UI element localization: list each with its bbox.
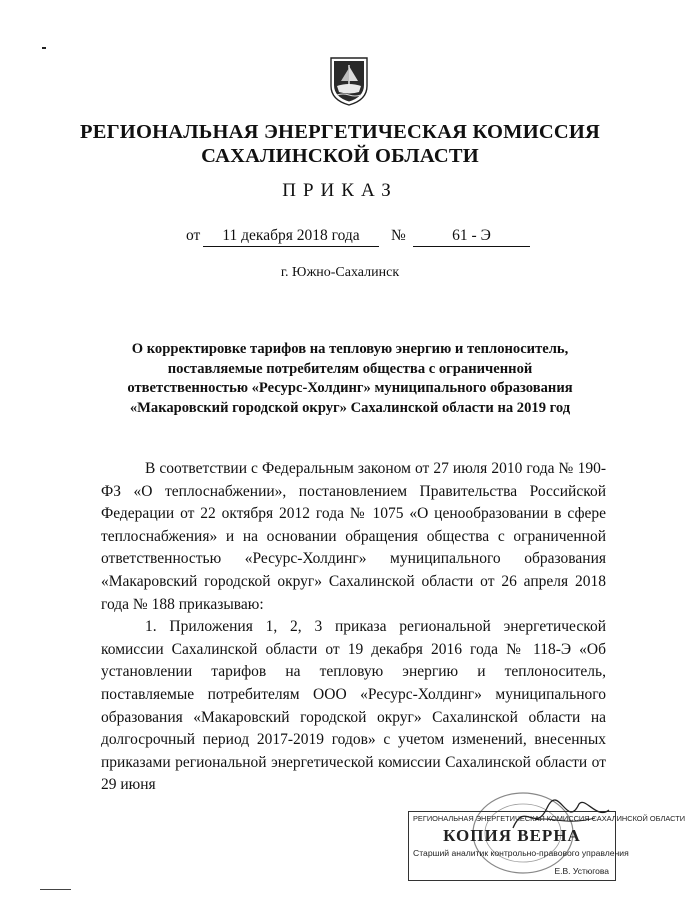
stamp-position: Старший аналитик контрольно-правового управления [413, 848, 629, 858]
city: г. Южно-Сахалинск [280, 265, 400, 280]
stamp-name: Е.В. Устюгова [554, 866, 609, 876]
signature [505, 790, 615, 840]
organization-line-1: РЕГИОНАЛЬНАЯ ЭНЕРГЕТИЧЕСКАЯ КОМИССИЯ [79, 121, 601, 143]
document-type-heading: ПРИКАЗ [282, 180, 398, 201]
title-line: поставляемые потребителям общества с ограниченной [167, 360, 533, 377]
coat-of-arms-emblem [329, 56, 369, 106]
title-line: «Макаровский городской округ» Сахалинской области на 2019 год [129, 399, 571, 416]
footnote-line [40, 889, 71, 890]
stamp-certified-text: КОПИЯ ВЕРНА [443, 826, 581, 845]
preamble-paragraph: В соответствии с Федеральным законом от 27 июля 2010 года № 190-ФЗ «О теплоснабжении», постановлением Правительства Российской Федерации от 22 октября 2012 года № 1075 «О ценообразовании в сфере теплоснабжения» и на основании обращения общества с ограниченной ответственностью «Ресурс-Холдинг» муниципального образования «Макаровский городской округ» Сахалинской области от 26 апреля 2018 года № 188 приказываю: [101, 460, 606, 613]
document-number: 61 - Э [413, 227, 530, 247]
number-label: № [391, 227, 406, 244]
order-item-1: 1. Приложения 1, 2, 3 приказа региональной энергетической комиссии Сахалинской области от 19 декабря 2016 года № 118-Э «Об установлении тарифов на тепловую энергию и теплоноситель, поставляемые потребителям ООО «Ресурс-Холдинг» муниципального образования «Макаровский городской округ» Сахалинской области на долгосрочный период 2017-2019 годов» с учетом изменений, внесенных приказами региональной энергетической комиссии Сахалинской области от 29 июня [101, 618, 606, 794]
title-line: ответственностью «Ресурс-Холдинг» муниципального образования [127, 380, 573, 396]
scan-speck [42, 47, 46, 49]
document-body [101, 458, 606, 797]
document-date: 11 декабря 2018 года [203, 227, 379, 247]
organization-line-2: САХАЛИНСКОЙ ОБЛАСТИ [201, 145, 479, 167]
document-title [110, 340, 590, 418]
stamp-organization: РЕГИОНАЛЬНАЯ ЭНЕРГЕТИЧЕСКАЯ КОМИССИЯ САХАЛИНСКОЙ ОБЛАСТИ [413, 814, 685, 823]
date-label: от [186, 227, 201, 244]
title-line: О корректировке тарифов на тепловую энергию и теплоноситель, [131, 341, 569, 357]
